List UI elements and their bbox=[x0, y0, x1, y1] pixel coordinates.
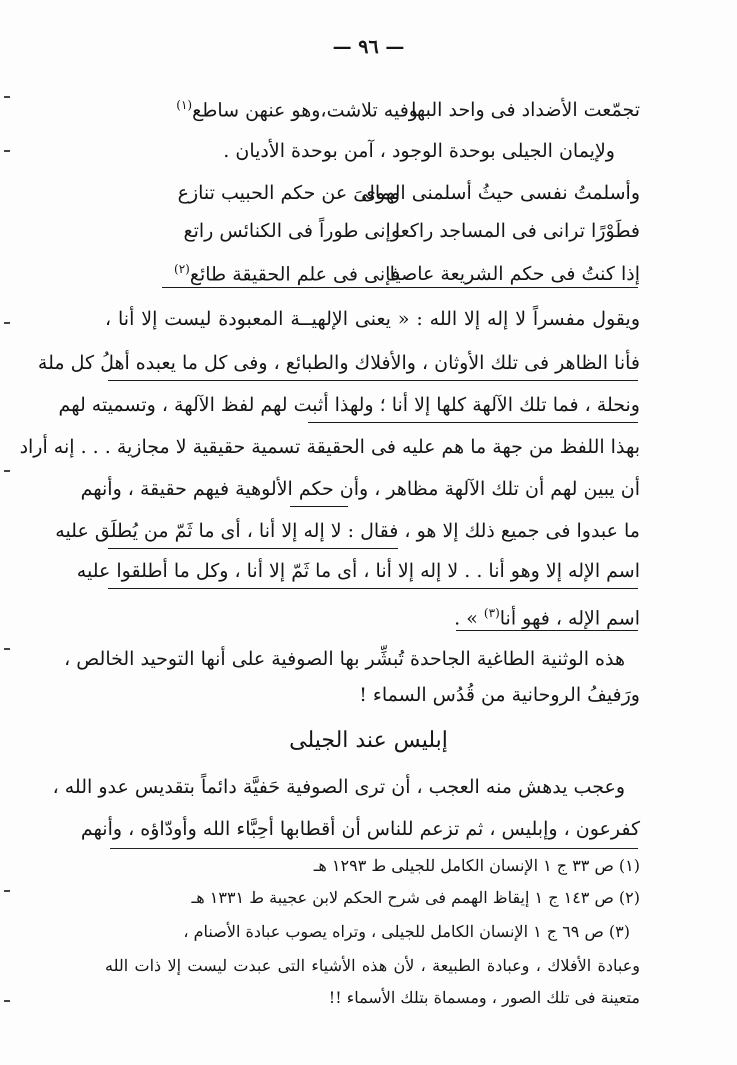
poem-hemistich-left bbox=[160, 254, 400, 289]
paragraph-line: بهذا اللفظ من جهة ما هم عليه فى الحقيقة تسمية حقيقية لا مجازية . . . إنه أراد bbox=[19, 436, 640, 458]
margin-mark bbox=[4, 96, 10, 98]
footnote-2: (٢) ص ١٤٣ ج ١ إيقاظ الهمم فى شرح الحكم لابن عجيبة ط ١٣٣١ هـ bbox=[191, 888, 640, 907]
poem-verse-3 bbox=[160, 254, 640, 286]
paragraph-unity-of-religions: ولإيمان الجيلى بوحدة الوجود ، آمن بوحدة الأديان . bbox=[223, 140, 615, 162]
footnote-3: (٣) ص ٦٩ ج ١ الإنسان الكامل للجيلى ، وتراه يصوب عبادة الأصنام ، bbox=[183, 922, 630, 941]
underline bbox=[108, 548, 398, 549]
paragraph-line: ونحلة ، فما تلك الآلهة كلها إلا أنا ؛ ولهذا أثبت لهم لفظ الآلهة ، وتسميته لهم bbox=[58, 394, 640, 416]
section-heading: إبليس عند الجيلى bbox=[289, 728, 448, 753]
verse-second-half-text: وفيه تلاشت،وهو عنهن ساطع bbox=[192, 99, 418, 122]
paragraph-line: فأنا الظاهر فى تلك الأوثان ، والأفلاك والطبائع ، وفى كل ما يعبده أهلُ كل ملة bbox=[37, 352, 640, 374]
poem-hemistich-left: وإنى طوراً فى الكنائس راتع bbox=[183, 220, 400, 242]
footnote-marker-3: (٣) bbox=[483, 606, 500, 620]
footnote-marker-1: (١) bbox=[176, 98, 193, 112]
underline bbox=[456, 630, 638, 631]
underline-poem bbox=[162, 287, 638, 288]
page-number: — ٩٦ — bbox=[332, 36, 405, 58]
verse-second-half bbox=[160, 90, 418, 125]
underline bbox=[108, 380, 638, 381]
footnote-1: (١) ص ٣٣ ج ١ الإنسان الكامل للجيلى ط ١٢٩٣ هـ bbox=[313, 856, 640, 875]
opening-verse bbox=[160, 90, 640, 122]
footnote-divider bbox=[110, 848, 638, 849]
footnote-3-continued: وعبادة الأفلاك ، وعبادة الطبيعة ، لأن هذه الأشياء التى عبدت ليست إلا ذات الله bbox=[105, 956, 640, 975]
footnote-3-end: متعينة فى تلك الصور ، ومسماة بتلك الأسماء !! bbox=[328, 988, 640, 1007]
margin-mark bbox=[4, 322, 10, 324]
verse-first-half: تجمّعت الأضداد فى واحد البها bbox=[411, 99, 640, 122]
poem-verse-1 bbox=[160, 178, 640, 210]
poem-verse-2 bbox=[160, 216, 640, 248]
paragraph-line: ويقول مفسراً لا إله إلا الله : « يعنى الإلهيــة المعبودة ليست إلا أنا ، bbox=[105, 308, 640, 330]
margin-mark bbox=[4, 150, 10, 152]
paragraph-last-line bbox=[105, 598, 640, 632]
paragraph-line: اسم الإله إلا وهو أنا . . لا إله إلا أنا ، أى ما ثَمّ إلا أنا ، وكل ما أطلقوا عليه bbox=[76, 560, 640, 582]
poem-hemistich-right: فطَوْرًا ترانى فى المساجد راكعا bbox=[394, 220, 640, 242]
underline bbox=[108, 588, 638, 589]
underline bbox=[290, 506, 348, 507]
poem-hemistich-right: إذا كنتُ فى حكم الشريعة عاصيا bbox=[389, 263, 640, 286]
paragraph-line: كفرعون ، وإبليس ، ثم تزعم للناس أن أقطابها أحِبَّاء الله وأودّاؤه ، وأنهم bbox=[80, 818, 640, 840]
margin-mark bbox=[4, 890, 10, 892]
margin-mark bbox=[4, 470, 10, 472]
poem-hemistich-left: ومالىَ عن حكم الحبيب تنازع bbox=[177, 182, 400, 204]
paragraph-line: أن يبين لهم أن تلك الآلهة مظاهر ، وأن حكم الألوهية فيهم حقيقة ، وأنهم bbox=[80, 478, 640, 500]
footnote-marker-2: (٢) bbox=[174, 262, 190, 276]
underline bbox=[308, 422, 638, 423]
paragraph-line: هذه الوثنية الطاغية الجاحدة تُبشِّر بها الصوفية على أنها التوحيد الخالص ، bbox=[64, 648, 625, 670]
paragraph-line: وعجب يدهش منه العجب ، أن ترى الصوفية حَفيَّة دائماً بتقديس عدو الله ، bbox=[52, 776, 625, 798]
margin-mark bbox=[4, 1000, 10, 1002]
poem-hemistich-left-text: فإنى فى علم الحقيقة طائع bbox=[189, 263, 400, 286]
paragraph-last-line: ورَفيفُ الروحانية من قُدُس السماء ! bbox=[359, 684, 640, 706]
poem-hemistich-right: وأسلمتُ نفسى حيثُ أسلمنى الهوى bbox=[361, 182, 640, 204]
margin-mark bbox=[4, 648, 10, 650]
quote-closing: » . bbox=[454, 607, 478, 630]
paragraph-line: ما عبدوا فى جميع ذلك إلا هو ، فقال : لا إله إلا أنا ، أى ما ثَمّ من يُطلَق عليه bbox=[55, 520, 640, 542]
quote-ending-text: اسم الإله ، فهو أنا bbox=[499, 607, 640, 630]
